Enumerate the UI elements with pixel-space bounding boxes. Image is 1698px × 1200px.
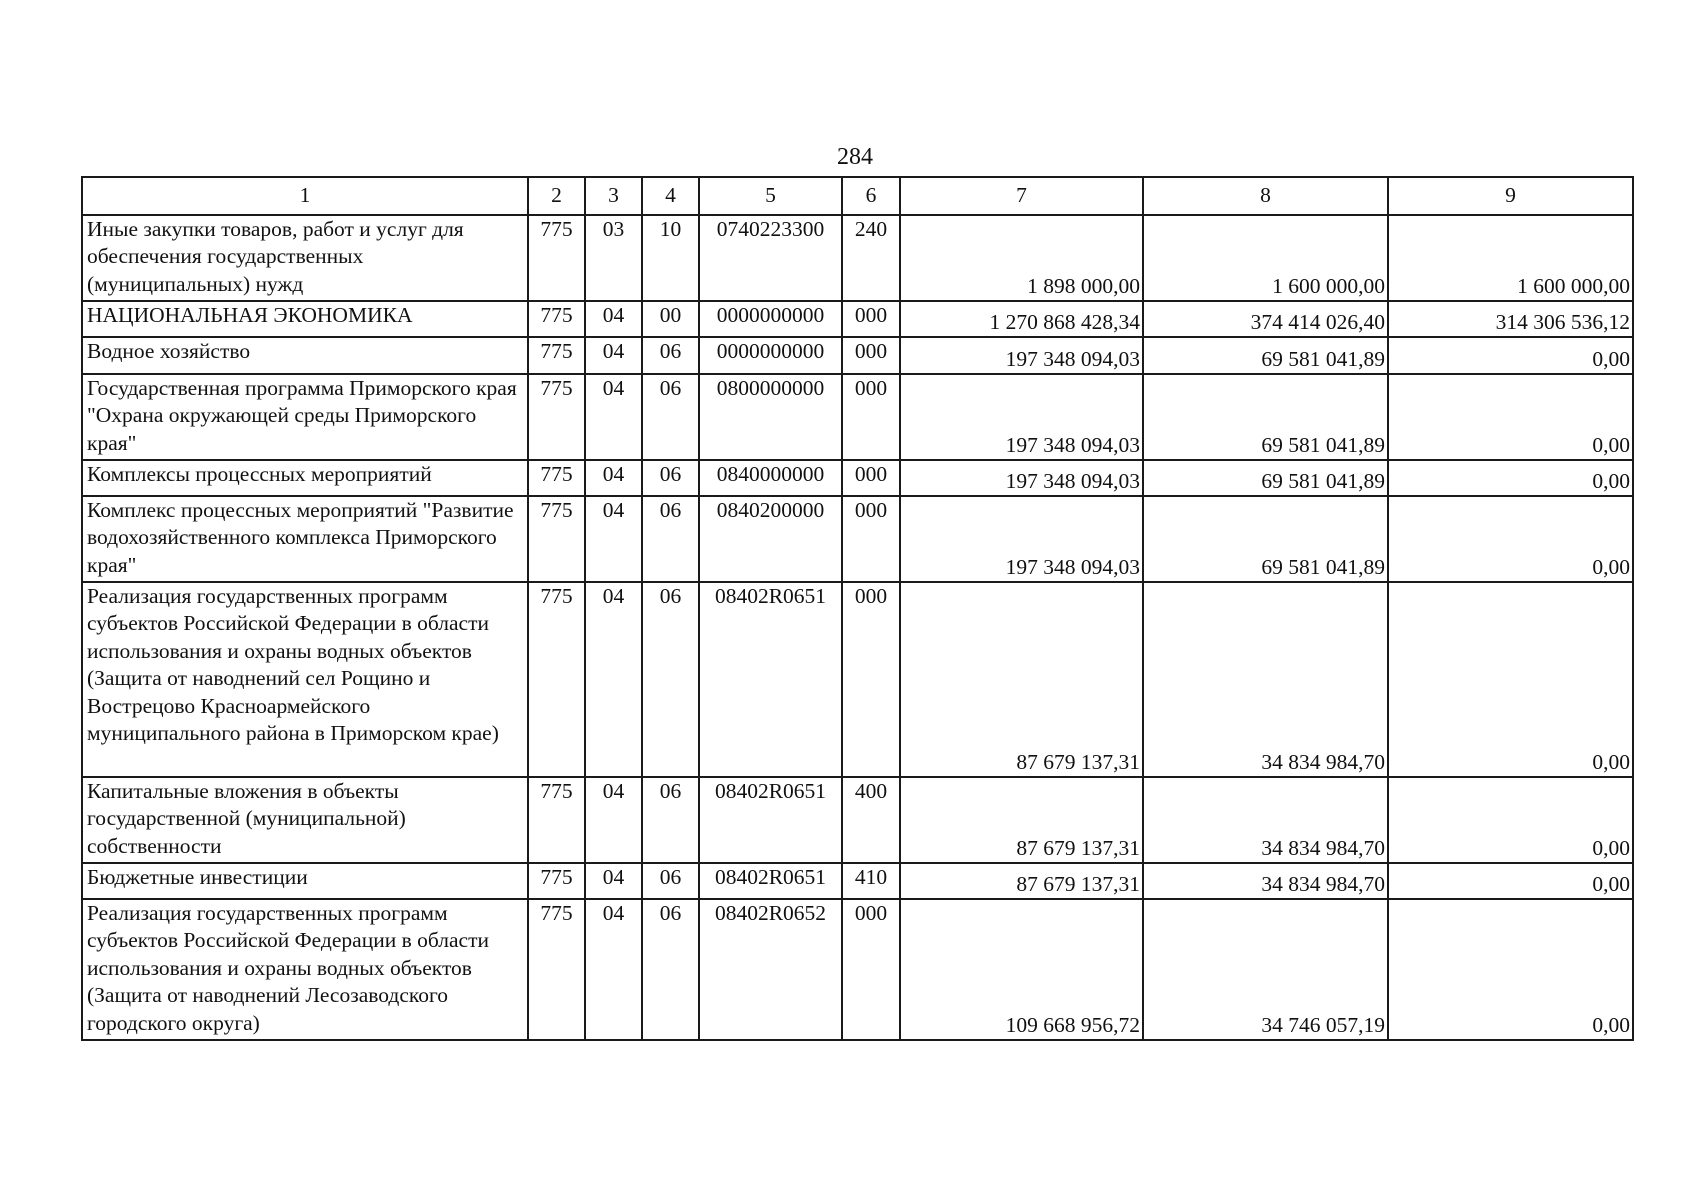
- section-code-cell: 03: [585, 215, 642, 301]
- amount-cell-col7: 197 348 094,03: [900, 374, 1143, 460]
- expense-type-cell: 000: [842, 899, 900, 1040]
- subsection-code-cell: 06: [642, 582, 699, 777]
- ministry-code-cell: 775: [528, 777, 585, 863]
- subsection-code-cell: 06: [642, 337, 699, 374]
- column-header: 6: [842, 177, 900, 215]
- amount-cell-col9: 0,00: [1388, 496, 1633, 582]
- row-name-cell: Комплекс процессных мероприятий "Развитие водохозяйственного комплекса Приморского края": [82, 496, 528, 582]
- ministry-code-cell: 775: [528, 460, 585, 496]
- ministry-code-cell: 775: [528, 215, 585, 301]
- row-name-cell: Капитальные вложения в объекты государственной (муниципальной) собственности: [82, 777, 528, 863]
- amount-cell-col7: 87 679 137,31: [900, 777, 1143, 863]
- ministry-code-cell: 775: [528, 496, 585, 582]
- row-name-cell: Водное хозяйство: [82, 337, 528, 374]
- amount-cell-col9: 314 306 536,12: [1388, 301, 1633, 337]
- table-row: [82, 496, 1633, 582]
- ministry-code-cell: 775: [528, 863, 585, 899]
- amount-cell-col8: 374 414 026,40: [1143, 301, 1388, 337]
- column-header: 1: [82, 177, 528, 215]
- subsection-code-cell: 10: [642, 215, 699, 301]
- table-row: [82, 460, 1633, 496]
- subsection-code-cell: 06: [642, 899, 699, 1040]
- column-header: 4: [642, 177, 699, 215]
- target-article-cell: 0000000000: [699, 301, 842, 337]
- amount-cell-col7: 109 668 956,72: [900, 899, 1143, 1040]
- amount-cell-col7: 1 898 000,00: [900, 215, 1143, 301]
- column-header: 3: [585, 177, 642, 215]
- column-header: 9: [1388, 177, 1633, 215]
- table-row: [82, 863, 1633, 899]
- section-code-cell: 04: [585, 777, 642, 863]
- target-article-cell: 08402R0651: [699, 863, 842, 899]
- section-code-cell: 04: [585, 899, 642, 1040]
- target-article-cell: 0740223300: [699, 215, 842, 301]
- amount-cell-col9: 1 600 000,00: [1388, 215, 1633, 301]
- amount-cell-col9: 0,00: [1388, 374, 1633, 460]
- table-header-row: [82, 177, 1633, 215]
- target-article-cell: 08402R0651: [699, 582, 842, 777]
- amount-cell-col8: 1 600 000,00: [1143, 215, 1388, 301]
- column-header: 5: [699, 177, 842, 215]
- ministry-code-cell: 775: [528, 374, 585, 460]
- amount-cell-col8: 34 746 057,19: [1143, 899, 1388, 1040]
- table-row: [82, 301, 1633, 337]
- table-row: [82, 899, 1633, 1040]
- column-header: 7: [900, 177, 1143, 215]
- row-name-cell: Бюджетные инвестиции: [82, 863, 528, 899]
- row-name-cell: Иные закупки товаров, работ и услуг для обеспечения государственных (муниципальных) нужд: [82, 215, 528, 301]
- target-article-cell: 08402R0651: [699, 777, 842, 863]
- ministry-code-cell: 775: [528, 301, 585, 337]
- ministry-code-cell: 775: [528, 582, 585, 777]
- amount-cell-col7: 87 679 137,31: [900, 582, 1143, 777]
- expense-type-cell: 400: [842, 777, 900, 863]
- subsection-code-cell: 00: [642, 301, 699, 337]
- expense-type-cell: 000: [842, 496, 900, 582]
- expense-type-cell: 410: [842, 863, 900, 899]
- expense-type-cell: 000: [842, 301, 900, 337]
- budget-table: [81, 176, 1634, 1041]
- ministry-code-cell: 775: [528, 337, 585, 374]
- amount-cell-col9: 0,00: [1388, 777, 1633, 863]
- target-article-cell: 08402R0652: [699, 899, 842, 1040]
- row-name-cell: НАЦИОНАЛЬНАЯ ЭКОНОМИКА: [82, 301, 528, 337]
- expense-type-cell: 000: [842, 460, 900, 496]
- amount-cell-col8: 69 581 041,89: [1143, 496, 1388, 582]
- amount-cell-col7: 197 348 094,03: [900, 460, 1143, 496]
- row-name-cell: Комплексы процессных мероприятий: [82, 460, 528, 496]
- page-number: 284: [837, 144, 873, 170]
- target-article-cell: 0000000000: [699, 337, 842, 374]
- section-code-cell: 04: [585, 460, 642, 496]
- target-article-cell: 0840000000: [699, 460, 842, 496]
- column-header: 8: [1143, 177, 1388, 215]
- ministry-code-cell: 775: [528, 899, 585, 1040]
- section-code-cell: 04: [585, 374, 642, 460]
- row-name-cell: Реализация государственных программ субъектов Российской Федерации в области использования и охраны водных объектов (Защита от наводнений Лесозаводского городского округа): [82, 899, 528, 1040]
- subsection-code-cell: 06: [642, 863, 699, 899]
- expense-type-cell: 000: [842, 337, 900, 374]
- amount-cell-col7: 197 348 094,03: [900, 337, 1143, 374]
- amount-cell-col9: 0,00: [1388, 899, 1633, 1040]
- expense-type-cell: 000: [842, 582, 900, 777]
- column-header: 2: [528, 177, 585, 215]
- table-row: [82, 374, 1633, 460]
- amount-cell-col8: 69 581 041,89: [1143, 337, 1388, 374]
- amount-cell-col8: 34 834 984,70: [1143, 582, 1388, 777]
- section-code-cell: 04: [585, 496, 642, 582]
- amount-cell-col8: 34 834 984,70: [1143, 777, 1388, 863]
- subsection-code-cell: 06: [642, 374, 699, 460]
- table-row: [82, 337, 1633, 374]
- amount-cell-col9: 0,00: [1388, 582, 1633, 777]
- subsection-code-cell: 06: [642, 460, 699, 496]
- target-article-cell: 0800000000: [699, 374, 842, 460]
- subsection-code-cell: 06: [642, 496, 699, 582]
- amount-cell-col9: 0,00: [1388, 460, 1633, 496]
- amount-cell-col9: 0,00: [1388, 863, 1633, 899]
- row-name-cell: Государственная программа Приморского края "Охрана окружающей среды Приморского края": [82, 374, 528, 460]
- table-row: [82, 777, 1633, 863]
- section-code-cell: 04: [585, 863, 642, 899]
- table-row: [82, 582, 1633, 777]
- amount-cell-col7: 1 270 868 428,34: [900, 301, 1143, 337]
- expense-type-cell: 240: [842, 215, 900, 301]
- section-code-cell: 04: [585, 582, 642, 777]
- expense-type-cell: 000: [842, 374, 900, 460]
- amount-cell-col9: 0,00: [1388, 337, 1633, 374]
- section-code-cell: 04: [585, 337, 642, 374]
- row-name-cell: Реализация государственных программ субъектов Российской Федерации в области использования и охраны водных объектов (Защита от наводнений сел Рощино и Вострецово Красноармейского муниципального района в Приморском крае): [82, 582, 528, 777]
- amount-cell-col7: 87 679 137,31: [900, 863, 1143, 899]
- target-article-cell: 0840200000: [699, 496, 842, 582]
- amount-cell-col8: 69 581 041,89: [1143, 460, 1388, 496]
- section-code-cell: 04: [585, 301, 642, 337]
- amount-cell-col8: 69 581 041,89: [1143, 374, 1388, 460]
- amount-cell-col7: 197 348 094,03: [900, 496, 1143, 582]
- table-row: [82, 215, 1633, 301]
- amount-cell-col8: 34 834 984,70: [1143, 863, 1388, 899]
- subsection-code-cell: 06: [642, 777, 699, 863]
